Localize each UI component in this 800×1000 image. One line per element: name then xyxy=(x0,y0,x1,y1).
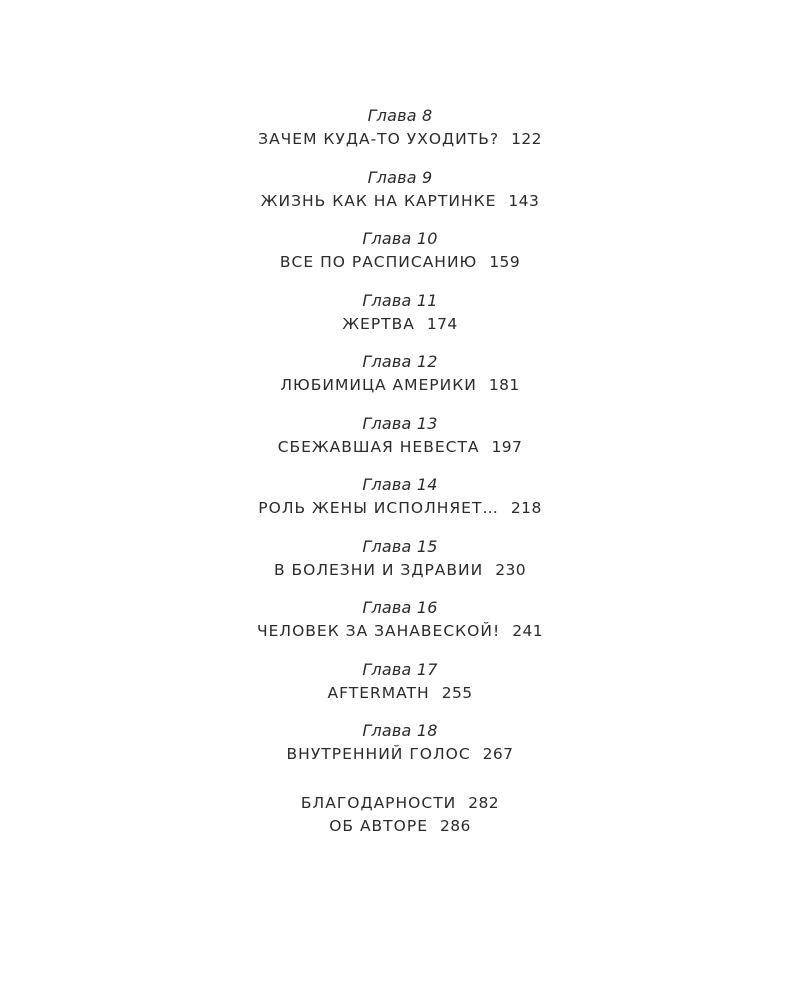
chapter-title: ЛЮБИМИЦА АМЕРИКИ xyxy=(280,376,477,394)
toc-backmatter xyxy=(0,792,800,838)
toc-chapter-12 xyxy=(0,351,800,413)
toc-chapter-11 xyxy=(0,290,800,352)
toc-chapter-8 xyxy=(0,105,800,167)
chapter-title: ЖИЗНЬ КАК НА КАРТИНКЕ xyxy=(260,191,497,210)
toc-chapter-17 xyxy=(0,659,800,721)
toc-chapter-15 xyxy=(0,536,800,598)
chapter-label: Глава 11 xyxy=(362,290,438,310)
toc-entry-acknowledgements[interactable] xyxy=(0,792,800,815)
toc-chapter-16 xyxy=(0,597,800,659)
chapter-title: ЗАЧЕМ КУДА-ТО УХОДИТЬ? xyxy=(258,130,500,148)
chapter-label: Глава 12 xyxy=(362,352,438,371)
section-title: ОБ АВТОРЕ xyxy=(329,816,428,835)
page-number: 218 xyxy=(510,499,542,517)
toc-entry[interactable] xyxy=(0,496,800,520)
table-of-contents xyxy=(0,105,800,838)
chapter-title: ВСЕ ПО РАСПИСАНИЮ xyxy=(279,253,478,271)
chapter-label: Глава 10 xyxy=(362,229,438,248)
toc-entry[interactable] xyxy=(0,373,800,397)
chapter-label: Глава 17 xyxy=(362,659,438,679)
chapter-label: Глава 14 xyxy=(362,475,438,494)
toc-entry-about-author[interactable] xyxy=(0,815,800,838)
chapter-title: ЖЕРТВА xyxy=(342,314,415,333)
chapter-title: СБЕЖАВШАЯ НЕВЕСТА xyxy=(277,437,480,456)
section-title: БЛАГОДАРНОСТИ xyxy=(300,793,457,812)
toc-entry[interactable] xyxy=(0,312,800,336)
chapter-label: Глава 9 xyxy=(367,167,433,187)
toc-entry[interactable] xyxy=(0,619,800,643)
page-number: 159 xyxy=(489,253,521,271)
toc-entry[interactable] xyxy=(0,435,800,459)
page-number: 230 xyxy=(495,560,527,579)
toc-entry[interactable] xyxy=(0,189,800,213)
page-number: 122 xyxy=(511,130,542,148)
toc-entry[interactable] xyxy=(0,681,800,705)
chapter-label: Глава 16 xyxy=(362,598,438,617)
chapter-label: Глава 18 xyxy=(362,721,438,740)
toc-entry[interactable] xyxy=(0,742,800,766)
chapter-label: Глава 8 xyxy=(367,106,433,125)
page-number: 174 xyxy=(426,314,458,333)
toc-chapter-14 xyxy=(0,474,800,536)
chapter-title: РОЛЬ ЖЕНЫ ИСПОЛНЯЕТ… xyxy=(258,499,499,517)
chapter-title: В БОЛЕЗНИ И ЗДРАВИИ xyxy=(273,560,484,579)
toc-chapter-9 xyxy=(0,167,800,229)
page-number: 241 xyxy=(512,622,543,640)
chapter-title: AFTERMATH xyxy=(327,683,430,702)
toc-entry[interactable] xyxy=(0,558,800,582)
chapter-label: Глава 13 xyxy=(362,413,438,433)
chapter-title: ЧЕЛОВЕК ЗА ЗАНАВЕСКОЙ! xyxy=(257,622,501,640)
page-number: 197 xyxy=(491,437,523,456)
chapter-title: ВНУТРЕННИЙ ГОЛОС xyxy=(286,745,471,763)
page-number: 255 xyxy=(441,683,473,702)
toc-chapter-10 xyxy=(0,228,800,290)
toc-chapter-18 xyxy=(0,720,800,782)
toc-entry[interactable] xyxy=(0,250,800,274)
toc-chapter-13 xyxy=(0,413,800,475)
page-number: 286 xyxy=(440,816,471,835)
page-number: 143 xyxy=(508,191,540,210)
chapter-label: Глава 15 xyxy=(362,536,438,556)
page-number: 282 xyxy=(468,793,500,812)
page-number: 181 xyxy=(488,376,520,394)
toc-entry[interactable] xyxy=(0,127,800,151)
page-number: 267 xyxy=(482,745,514,763)
